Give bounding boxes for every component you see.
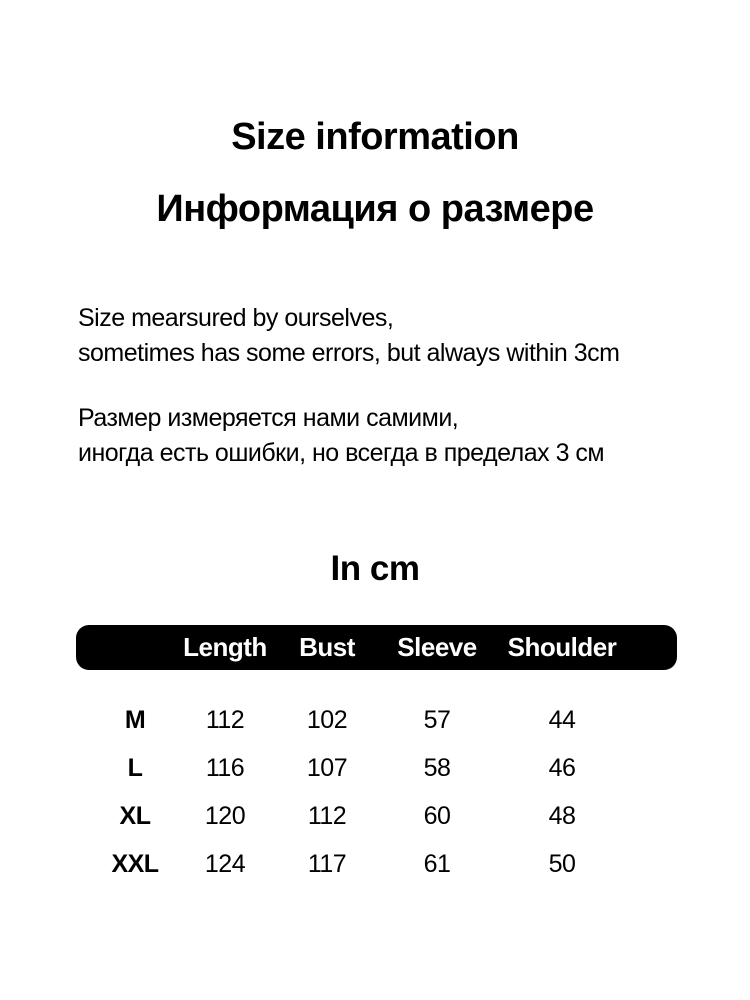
table-row-m: [76, 696, 677, 744]
cell-shoulder: 46: [548, 753, 576, 782]
table-row-xl: [76, 792, 677, 840]
size-table-body: [76, 696, 677, 888]
column-header-bust: Bust: [299, 632, 355, 662]
table-row-l: [76, 744, 677, 792]
cell-bust: 107: [306, 753, 348, 782]
page-title-en: Size information: [231, 116, 519, 158]
cell-bust: 102: [306, 705, 348, 734]
cell-sleeve: 57: [423, 705, 451, 734]
note-en-line1: Size mearsured by ourselves,: [78, 304, 394, 332]
column-header-length: Length: [183, 632, 267, 662]
note-en-line2: sometimes has some errors, but always within 3cm: [78, 339, 620, 367]
size-table: [76, 625, 677, 888]
cell-sleeve: 61: [423, 849, 451, 878]
cell-sleeve: 58: [423, 753, 451, 782]
row-size-label: XXL: [111, 849, 159, 878]
size-table-header: [76, 625, 677, 670]
cell-length: 124: [204, 849, 246, 878]
row-size-label: L: [127, 753, 143, 782]
cell-length: 120: [204, 801, 246, 830]
table-row-xxl: [76, 840, 677, 888]
measurement-note-ru: [78, 401, 750, 471]
note-ru-line2: иногда есть ошибки, но всегда в пределах 3 см: [78, 439, 605, 467]
cell-length: 112: [205, 705, 245, 734]
cell-bust: 112: [307, 801, 347, 830]
column-header-sleeve: Sleeve: [397, 632, 477, 662]
cell-sleeve: 60: [423, 801, 451, 830]
cell-shoulder: 50: [548, 849, 576, 878]
page-title-ru: Информация о размере: [156, 188, 594, 230]
cell-shoulder: 44: [548, 705, 576, 734]
cell-shoulder: 48: [548, 801, 576, 830]
row-size-label: XL: [119, 801, 151, 830]
row-size-label: M: [124, 705, 146, 734]
cell-length: 116: [205, 753, 245, 782]
note-ru-line1: Размер измеряется нами самими,: [78, 404, 459, 432]
column-header-shoulder: Shoulder: [507, 632, 617, 662]
cell-bust: 117: [307, 849, 347, 878]
measurement-note-en: [78, 301, 750, 371]
unit-heading: In cm: [330, 549, 420, 588]
